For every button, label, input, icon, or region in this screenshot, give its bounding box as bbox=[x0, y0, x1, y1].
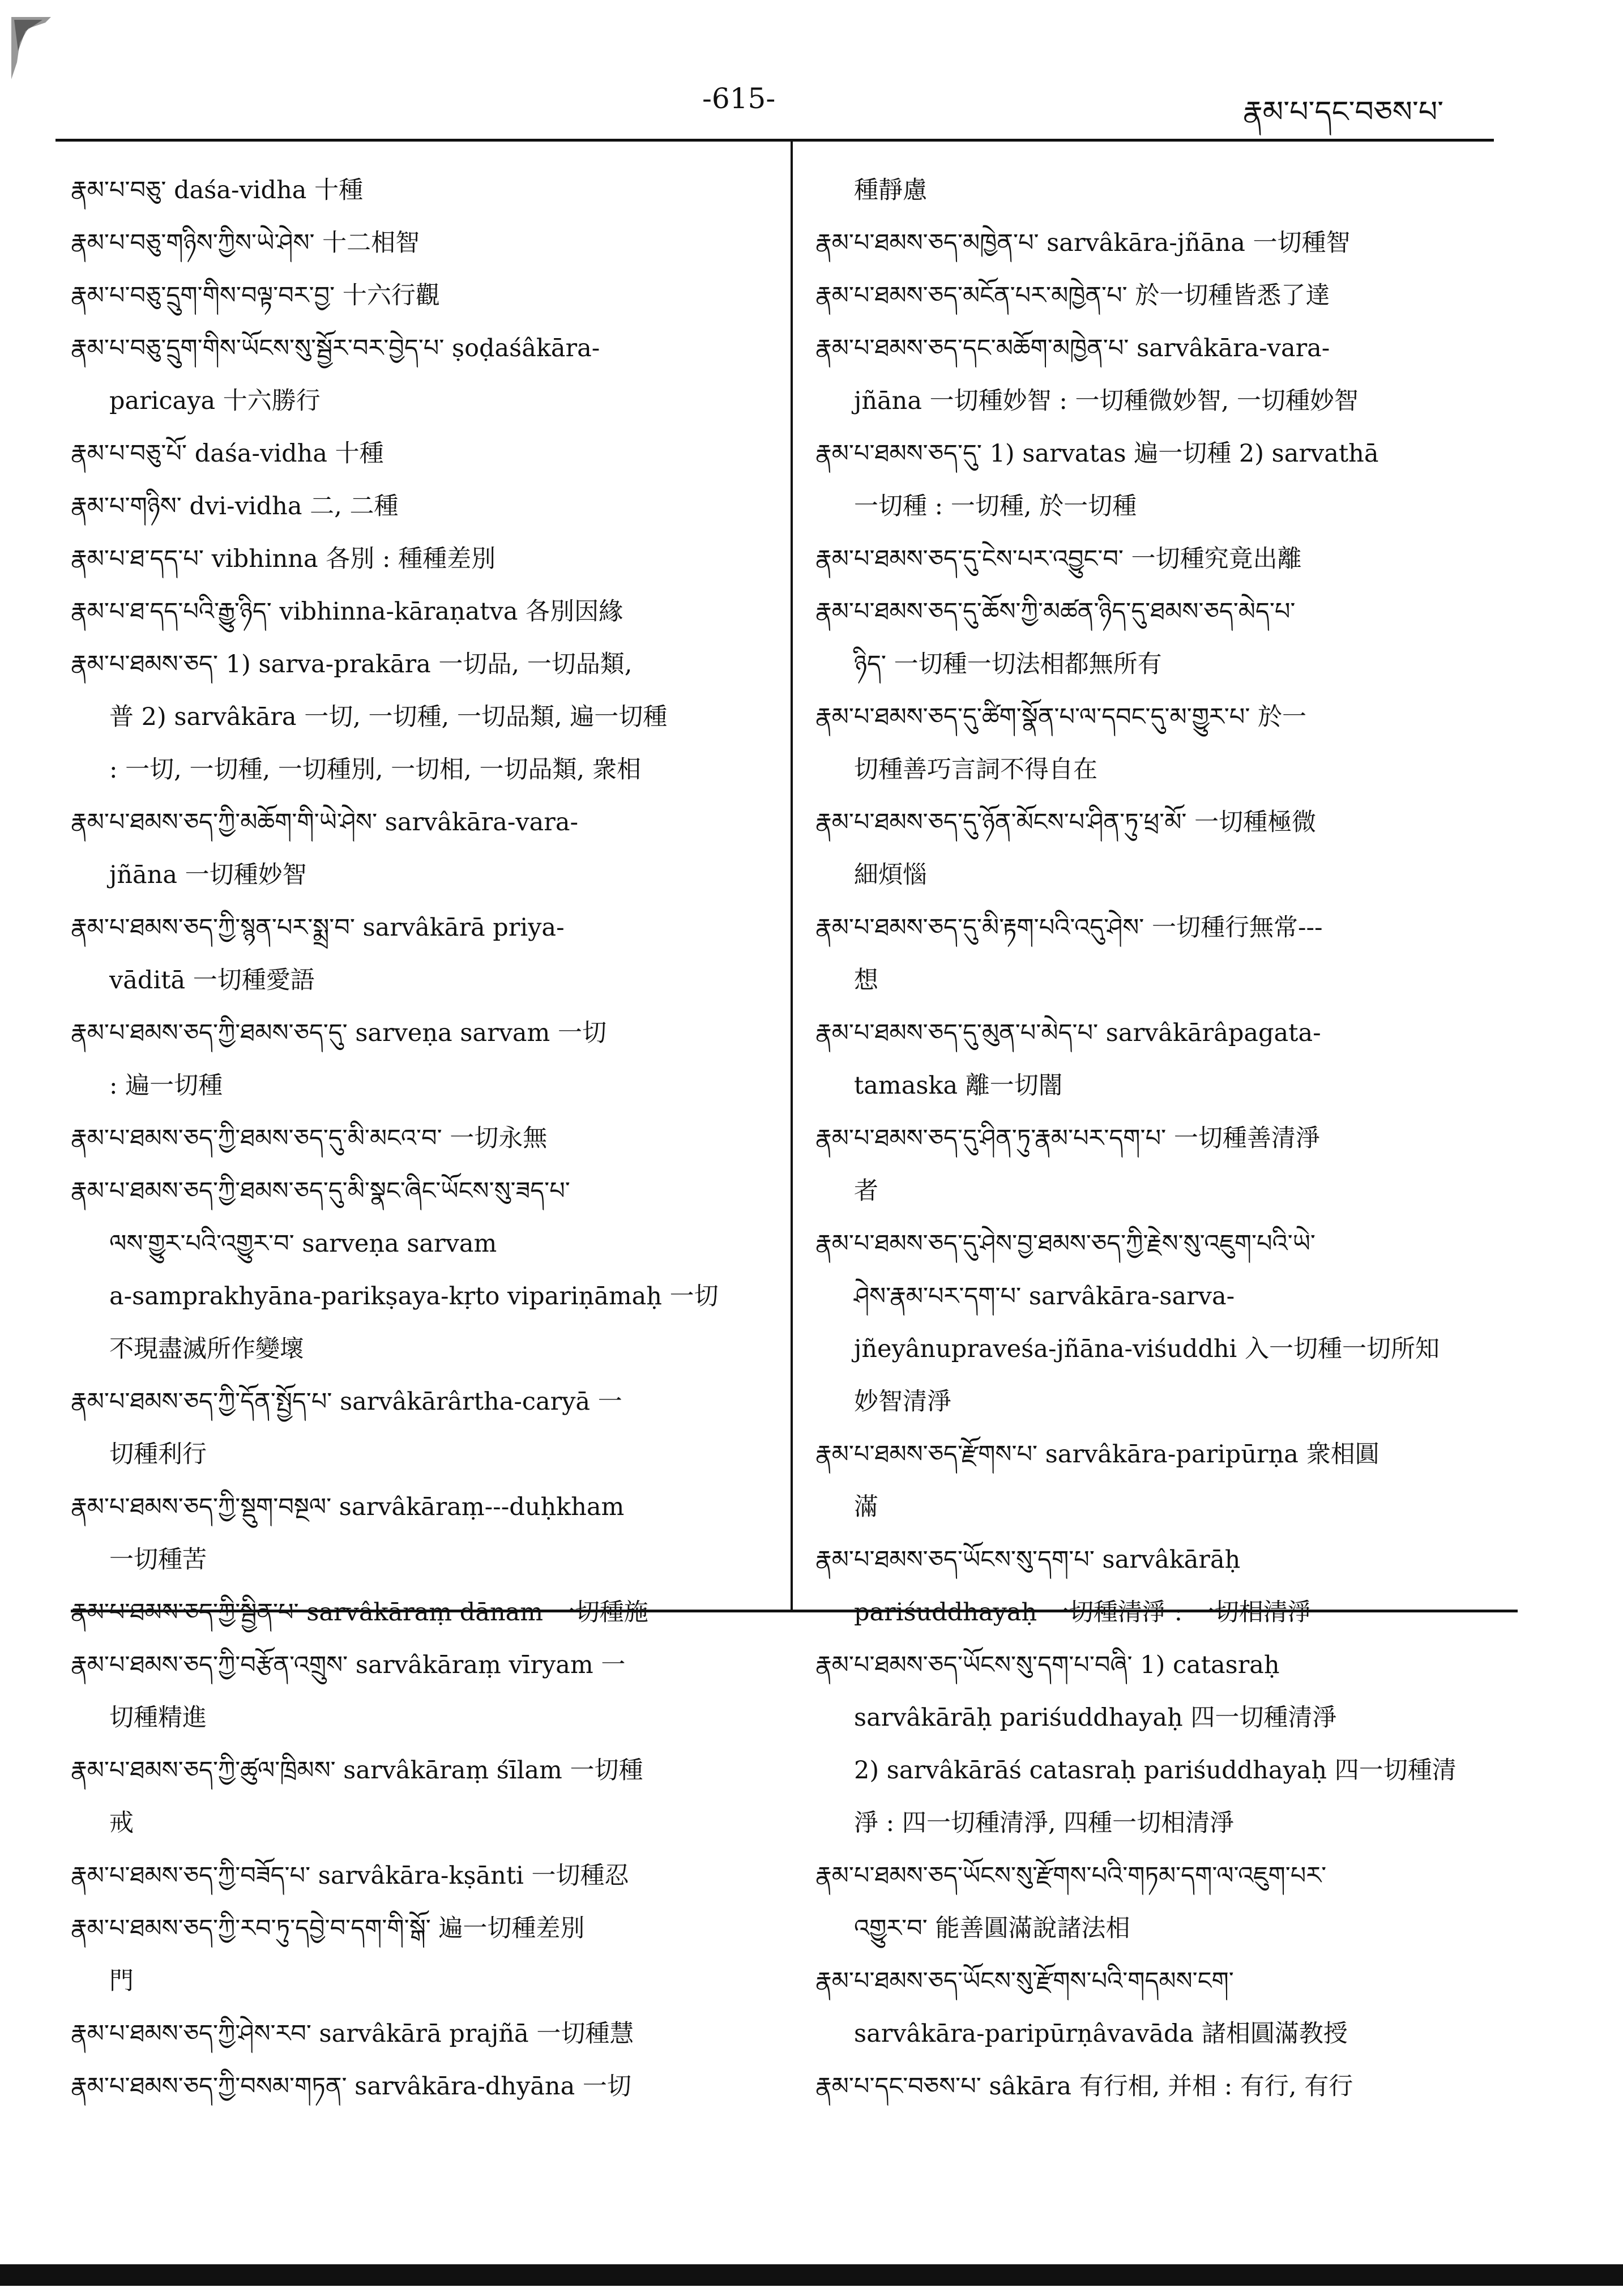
entry-headword-line: རྣམ་པ་ཐམས་ཅད་ 1) sarva-prakāra 一切品, 一切品類, bbox=[71, 650, 633, 678]
entry-headword-line: རྣམ་པ་ཐམས་ཅད་ཡོངས་སུ་རྫོགས་པའི་གདམས་ངག་ bbox=[815, 1967, 1234, 1995]
entry-headword-line: རྣམ་པ་ཐམས་ཅད་དུ་མི་རྟག་པའི་འདུ་ཤེས་ 一切種行無常--- bbox=[815, 914, 1323, 942]
dictionary-entry bbox=[71, 1165, 790, 1376]
entry-headword-line: རྣམ་པ་ཐམས་ཅད་ཀྱི་སྡུག་བསྔལ་ sarvâkāraṃ---duḥkham bbox=[71, 1493, 625, 1521]
entry-continuation-line: jñeyânupraveśa-jñāna-viśuddhi 入一切種一切所知 bbox=[854, 1335, 1440, 1363]
dictionary-entry bbox=[815, 691, 1512, 796]
entry-headword-line: རྣམ་པ་ཐམས་ཅད་དུ་ཤིན་ཏུ་རྣམ་པར་དག་པ་ 一切種善清淨 bbox=[815, 1124, 1320, 1153]
entry-continuation-line: sarvâkāra-paripūrṇâvavāda 諸相圓滿教授 bbox=[854, 2020, 1348, 2048]
entry-continuation-line: jñāna 一切種妙智 bbox=[109, 861, 307, 889]
entry-continuation-line: 妙智清淨 bbox=[854, 1388, 951, 1416]
entry-continuation-line: 一切種 : 一切種, 於一切種 bbox=[854, 492, 1137, 520]
dictionary-entry bbox=[815, 586, 1512, 691]
entry-headword-line: རྣམ་པ་དང་བཅས་པ་ sâkāra 有行相, 并相 : 有行, 有行 bbox=[815, 2072, 1353, 2101]
entry-headword-line: རྣམ་པ་ཐམས་ཅད་དུ་ཚིག་སྣོན་པ་ལ་དབང་དུ་མ་གྱུར་པ་ 於一 bbox=[815, 703, 1307, 731]
entry-headword-line: རྣམ་པ་ཐམས་ཅད་ཀྱི་ཚུལ་ཁྲིམས་ sarvâkāraṃ śīlam 一切種 bbox=[71, 1756, 643, 1785]
right-column bbox=[815, 164, 1512, 2113]
dictionary-entry bbox=[71, 2008, 790, 2060]
entry-headword-line: རྣམ་པ་ཐམས་ཅད་དུ་ཤེས་བྱ་ཐམས་ཅད་ཀྱི་རྗེས་སུ་འཇུག་པའི་ཡེ་ bbox=[815, 1230, 1316, 1258]
entry-continuation-line: : 遍一切種 bbox=[109, 1072, 223, 1100]
entry-continuation-line: 普 2) sarvâkāra 一切, 一切種, 一切品類, 遍一切種 bbox=[109, 703, 668, 731]
dictionary-entry bbox=[71, 270, 790, 322]
dictionary-entry bbox=[815, 2060, 1512, 2113]
dictionary-entry bbox=[815, 902, 1512, 1007]
top-rule bbox=[55, 139, 1494, 142]
entry-continuation-line: 門 bbox=[109, 1967, 134, 1995]
dictionary-entry bbox=[71, 638, 790, 796]
entry-headword-line: རྣམ་པ་ཐམས་ཅད་མཁྱེན་པ་ sarvâkāra-jñāna 一切種智 bbox=[815, 229, 1351, 257]
dictionary-entry bbox=[71, 1744, 790, 1850]
entry-continuation-line: ལས་གྱུར་པའི་འགྱུར་བ་ sarveṇa sarvam bbox=[109, 1230, 497, 1258]
dictionary-entry bbox=[71, 1481, 790, 1586]
dictionary-entry bbox=[815, 164, 1512, 217]
dictionary-entry bbox=[71, 322, 790, 428]
entry-continuation-line: ཉིད་ 一切種一切法相都無所有 bbox=[854, 650, 1162, 678]
dictionary-entry bbox=[815, 796, 1512, 902]
dictionary-entry bbox=[815, 428, 1512, 533]
entry-continuation-line: sarvâkārāḥ pariśuddhayaḥ 四一切種清淨 bbox=[854, 1704, 1337, 1732]
entry-continuation-line: vāditā 一切種愛語 bbox=[109, 966, 315, 995]
page-number: -615- bbox=[702, 82, 776, 115]
dictionary-entry bbox=[71, 1902, 790, 2008]
dictionary-entry bbox=[71, 1007, 790, 1112]
entry-continuation-line: 想 bbox=[854, 966, 878, 995]
entry-headword-line: རྣམ་པ་གཉིས་ dvi-vidha 二, 二種 bbox=[71, 492, 399, 520]
dictionary-entry bbox=[71, 902, 790, 1007]
entry-headword-line: རྣམ་པ་ཐམས་ཅད་ཀྱི་བསམ་གཏན་ sarvâkāra-dhyāna 一切 bbox=[71, 2072, 631, 2101]
dictionary-entry bbox=[815, 1007, 1512, 1112]
dictionary-entry bbox=[71, 1586, 790, 1639]
entry-continuation-line: : 一切, 一切種, 一切種別, 一切相, 一切品類, 衆相 bbox=[109, 756, 641, 784]
running-head: རྣམ་པ་དང་བཅས་པ་ bbox=[1243, 95, 1444, 129]
entry-headword-line: རྣམ་པ་ཐམས་ཅད་ཀྱི་དོན་སྤྱོད་པ་ sarvâkārârtha-caryā 一 bbox=[71, 1388, 622, 1416]
dictionary-entry bbox=[815, 322, 1512, 428]
entry-continuation-line: 切種利行 bbox=[109, 1440, 207, 1469]
entry-headword-line: རྣམ་པ་ཐམས་ཅད་ཀྱི་བཟོད་པ་ sarvâkāra-kṣānti 一切種忍 bbox=[71, 1862, 629, 1890]
entry-headword-line: རྣམ་པ་ཐམས་ཅད་དང་མཆོག་མཁྱེན་པ་ sarvâkāra-vara- bbox=[815, 334, 1330, 362]
entry-headword-line: རྣམ་པ་ཐམས་ཅད་ཀྱི་སྦྱིན་པ་ sarvâkāraṃ dānam 一切種施 bbox=[71, 1598, 648, 1627]
entry-continuation-line: tamaska 離一切闇 bbox=[854, 1072, 1063, 1100]
entry-continuation-line: 種靜慮 bbox=[854, 176, 927, 204]
entry-headword-line: རྣམ་པ་ཐམས་ཅད་ཡོངས་སུ་དག་པ་བཞི་ 1) catasraḥ bbox=[815, 1651, 1280, 1679]
dictionary-entry bbox=[815, 1428, 1512, 1534]
left-column bbox=[71, 164, 790, 2113]
entry-headword-line: རྣམ་པ་ཐམས་ཅད་དུ་ཉོན་མོངས་པ་ཤིན་ཏུ་ཕྲ་མོ་ 一切種極微 bbox=[815, 808, 1317, 837]
entry-headword-line: རྣམ་པ་ཐ་དད་པ་ vibhinna 各別 : 種種差別 bbox=[71, 545, 496, 573]
dictionary-entry bbox=[71, 428, 790, 480]
entry-headword-line: རྣམ་པ་ཐམས་ཅད་ཀྱི་སྙན་པར་སྨྲ་བ་ sarvâkārā priya- bbox=[71, 914, 565, 942]
entry-continuation-line: 細煩惱 bbox=[854, 861, 927, 889]
dictionary-entry bbox=[71, 217, 790, 270]
entry-continuation-line: 者 bbox=[854, 1177, 878, 1205]
dictionary-entry bbox=[71, 480, 790, 533]
entry-headword-line: རྣམ་པ་ཐམས་ཅད་ཀྱི་ཐམས་ཅད་དུ་མི་མངའ་བ་ 一切永無 bbox=[71, 1124, 548, 1153]
entry-headword-line: རྣམ་པ་ཐམས་ཅད་དུ་མུན་པ་མེད་པ་ sarvâkārâpagata- bbox=[815, 1019, 1321, 1047]
dictionary-entry bbox=[815, 1534, 1512, 1639]
dictionary-entry bbox=[815, 533, 1512, 586]
dictionary-entry bbox=[815, 1112, 1512, 1218]
entry-continuation-line: ཤེས་རྣམ་པར་དག་པ་ sarvâkāra-sarva- bbox=[854, 1282, 1235, 1311]
entry-headword-line: རྣམ་པ་ཐམས་ཅད་ཀྱི་བརྩོན་འགྲུས་ sarvâkāraṃ vīryam 一 bbox=[71, 1651, 626, 1679]
dictionary-entry bbox=[71, 1112, 790, 1165]
entry-headword-line: རྣམ་པ་ཐམས་ཅད་དུ་ཆོས་ཀྱི་མཚན་ཉིད་དུ་ཐམས་ཅད་མེད་པ་ bbox=[815, 598, 1296, 626]
entry-headword-line: རྣམ་པ་བཅུ་གཉིས་ཀྱིས་ཡེ་ཤེས་ 十二相智 bbox=[71, 229, 420, 257]
entry-continuation-line: pariśuddhayaḥ 一切種清淨 : 一切相清淨 bbox=[854, 1598, 1312, 1627]
entry-continuation-line: 一切種苦 bbox=[109, 1546, 207, 1574]
dictionary-entry bbox=[71, 1850, 790, 1902]
entry-headword-line: རྣམ་པ་ཐམས་ཅད་ཀྱི་ཐམས་ཅད་དུ་ sarveṇa sarvam 一切 bbox=[71, 1019, 607, 1047]
dictionary-entry bbox=[815, 1218, 1512, 1428]
entry-headword-line: རྣམ་པ་ཐ་དད་པའི་རྒྱུ་ཉིད་ vibhinna-kāraṇatva 各別因緣 bbox=[71, 598, 623, 626]
dictionary-entry bbox=[71, 1639, 790, 1744]
entry-continuation-line: 切種善巧言詞不得自在 bbox=[854, 756, 1097, 784]
entry-continuation-line: 戒 bbox=[109, 1809, 134, 1837]
entry-headword-line: རྣམ་པ་ཐམས་ཅད་ཀྱི་ཤེས་རབ་ sarvâkārā prajñā 一切種慧 bbox=[71, 2020, 634, 2048]
dictionary-entry bbox=[71, 533, 790, 586]
entry-headword-line: རྣམ་པ་བཅུ་དྲུག་གིས་བལྟ་བར་བྱ་ 十六行觀 bbox=[71, 281, 440, 310]
entry-headword-line: རྣམ་པ་བཅུ་དྲུག་གིས་ཡོངས་སུ་སྦྱོར་བར་བྱེད་པ་ ṣoḍaśâkāra- bbox=[71, 334, 600, 362]
entry-headword-line: རྣམ་པ་ཐམས་ཅད་ཡོངས་སུ་དག་པ་ sarvâkārāḥ bbox=[815, 1546, 1241, 1574]
entry-continuation-line: paricaya 十六勝行 bbox=[109, 387, 321, 415]
entry-headword-line: རྣམ་པ་བཅུ་པོ་ daśa-vidha 十種 bbox=[71, 439, 384, 468]
entry-headword-line: རྣམ་པ་ཐམས་ཅད་ཀྱི་ཐམས་ཅད་དུ་མི་སྣང་ཞིང་ཡོངས་སུ་ཟད་པ་ bbox=[71, 1177, 570, 1205]
entry-headword-line: རྣམ་པ་ཐམས་ཅད་དུ་ངེས་པར་འབྱུང་བ་ 一切種究竟出離 bbox=[815, 545, 1302, 573]
entry-continuation-line: 2) sarvâkārāś catasraḥ pariśuddhayaḥ 四一切種清 bbox=[854, 1756, 1457, 1785]
dictionary-entry bbox=[815, 1639, 1512, 1850]
entry-headword-line: རྣམ་པ་ཐམས་ཅད་ཀྱི་མཆོག་གི་ཡེ་ཤེས་ sarvâkāra-vara- bbox=[71, 808, 579, 837]
dictionary-entry bbox=[71, 586, 790, 638]
entry-continuation-line: a-samprakhyāna-parikṣaya-kṛto vipariṇāmaḥ 一切 bbox=[109, 1282, 719, 1311]
entry-continuation-line: 滿 bbox=[854, 1493, 878, 1521]
page-bottom-bar bbox=[0, 2264, 1623, 2286]
dictionary-entry bbox=[815, 270, 1512, 322]
dictionary-entry bbox=[815, 1850, 1512, 1955]
dictionary-entry bbox=[815, 1955, 1512, 2060]
column-divider bbox=[791, 139, 793, 1611]
entry-headword-line: རྣམ་པ་ཐམས་ཅད་ཀྱི་རབ་ཏུ་དབྱེ་བ་དག་གི་སྒོ་ 遍一切種差別 bbox=[71, 1914, 585, 1943]
entry-continuation-line: 不現盡滅所作變壞 bbox=[109, 1335, 304, 1363]
entry-headword-line: རྣམ་པ་ཐམས་ཅད་རྫོགས་པ་ sarvâkāra-paripūrṇa 衆相圓 bbox=[815, 1440, 1379, 1469]
entry-headword-line: རྣམ་པ་ཐམས་ཅད་ཡོངས་སུ་རྫོགས་པའི་གཏམ་དག་ལ་འཇུག་པར་ bbox=[815, 1862, 1327, 1890]
dictionary-entry bbox=[71, 2060, 790, 2113]
entry-continuation-line: འགྱུར་བ་ 能善圓滿說諸法相 bbox=[854, 1914, 1130, 1943]
dictionary-entry bbox=[815, 217, 1512, 270]
entry-headword-line: རྣམ་པ་བཅུ་ daśa-vidha 十種 bbox=[71, 176, 364, 204]
entry-continuation-line: 淨 : 四一切種清淨, 四種一切相清淨 bbox=[854, 1809, 1235, 1837]
entry-continuation-line: 切種精進 bbox=[109, 1704, 207, 1732]
dictionary-entry bbox=[71, 1376, 790, 1481]
scan-corner-mark bbox=[11, 17, 51, 79]
entry-headword-line: རྣམ་པ་ཐམས་ཅད་དུ་ 1) sarvatas 遍一切種 2) sarvathā bbox=[815, 439, 1379, 468]
dictionary-entry bbox=[71, 164, 790, 217]
dictionary-entry bbox=[71, 796, 790, 902]
entry-headword-line: རྣམ་པ་ཐམས་ཅད་མངོན་པར་མཁྱེན་པ་ 於一切種皆悉了達 bbox=[815, 281, 1330, 310]
entry-continuation-line: jñāna 一切種妙智 : 一切種微妙智, 一切種妙智 bbox=[854, 387, 1359, 415]
